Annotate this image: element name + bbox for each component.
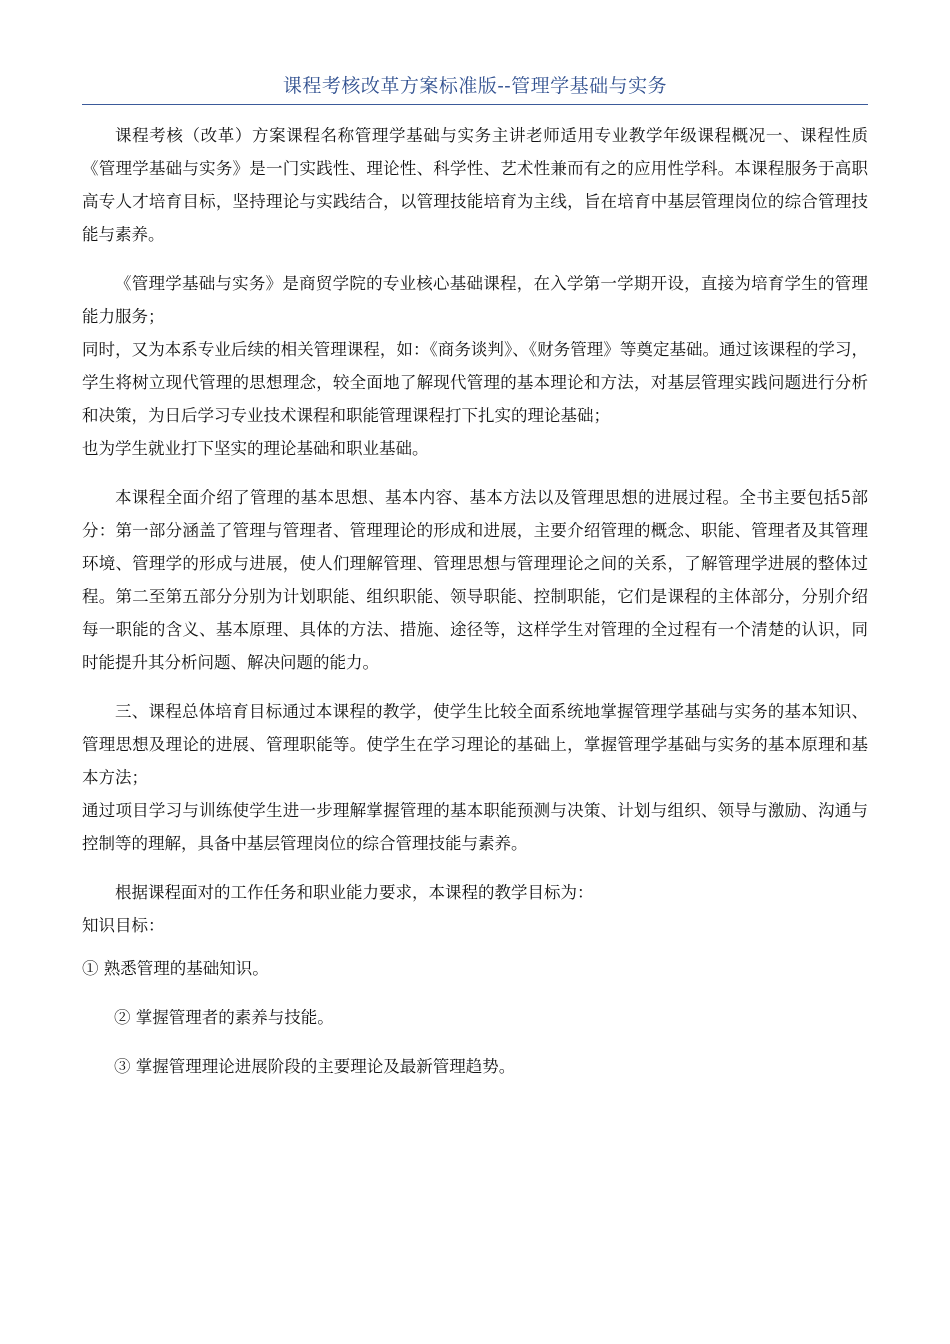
document-page xyxy=(82,72,868,1083)
paragraph-core-course: 《管理学基础与实务》是商贸学院的专业核心基础课程，在入学第一学期开设，直接为培育学生的管理能力服务； xyxy=(82,274,868,326)
paragraph-overall-goal: 三、课程总体培育目标通过本课程的教学，使学生比较全面系统地掌握管理学基础与实务的基本知识、管理思想及理论的进展、管理职能等。使学生在学习理论的基础上，掌握管理学基础与实务的基本原理和基本方法； xyxy=(82,702,868,787)
document-title: 课程考核改革方案标准版--管理学基础与实务 xyxy=(82,72,868,105)
paragraph-course-content: 本课程全面介绍了管理的基本思想、基本内容、基本方法以及管理思想的进展过程。全书主要包括5部分：第一部分涵盖了管理与管理者、管理理论的形成和进展，主要介绍管理的概念、职能、管理者及其管理环境、管理学的形成与进展，使人们理解管理、管理思想与管理理论之间的关系，了解管理学进展的整体过程。第二至第五部分分别为计划职能、组织职能、领导职能、控制职能，它们是课程的主体部分，分别介绍每一职能的含义、基本原理、具体的方法、措施、途径等，这样学生对管理的全过程有一个清楚的认识，同时能提升其分析问题、解决问题的能力。 xyxy=(82,488,868,672)
list-item: ② 掌握管理者的素养与技能。 xyxy=(114,1008,334,1027)
paragraph-foundation: 同时，又为本系专业后续的相关管理课程，如：《商务谈判》、《财务管理》等奠定基础。通过该课程的学习，学生将树立现代管理的思想理念，较全面地了解现代管理的基本理论和方法，对基层管理实践问题进行分析和决策，为日后学习专业技术课程和职能管理课程打下扎实的理论基础； xyxy=(82,340,868,425)
paragraph-course-nature: 课程考核（改革）方案课程名称管理学基础与实务主讲老师适用专业教学年级课程概况一、课程性质《管理学基础与实务》是一门实践性、理论性、科学性、艺术性兼而有之的应用性学科。本课程服务于高职高专人才培育目标，坚持理论与实践结合，以管理技能培育为主线，旨在培育中基层管理岗位的综合管理技能与素养。 xyxy=(82,126,868,244)
paragraph-teaching-goal: 根据课程面对的工作任务和职业能力要求，本课程的教学目标为： xyxy=(115,883,594,902)
list-item: ③ 掌握管理理论进展阶段的主要理论及最新管理趋势。 xyxy=(114,1057,516,1076)
paragraph-employment: 也为学生就业打下坚实的理论基础和职业基础。 xyxy=(82,439,429,458)
paragraph-project-learning: 通过项目学习与训练使学生进一步理解掌握管理的基本职能预测与决策、计划与组织、领导与激励、沟通与控制等的理解，具备中基层管理岗位的综合管理技能与素养。 xyxy=(82,801,868,853)
knowledge-goal-heading: 知识目标： xyxy=(82,916,165,935)
list-item: ① 熟悉管理的基础知识。 xyxy=(82,959,269,978)
